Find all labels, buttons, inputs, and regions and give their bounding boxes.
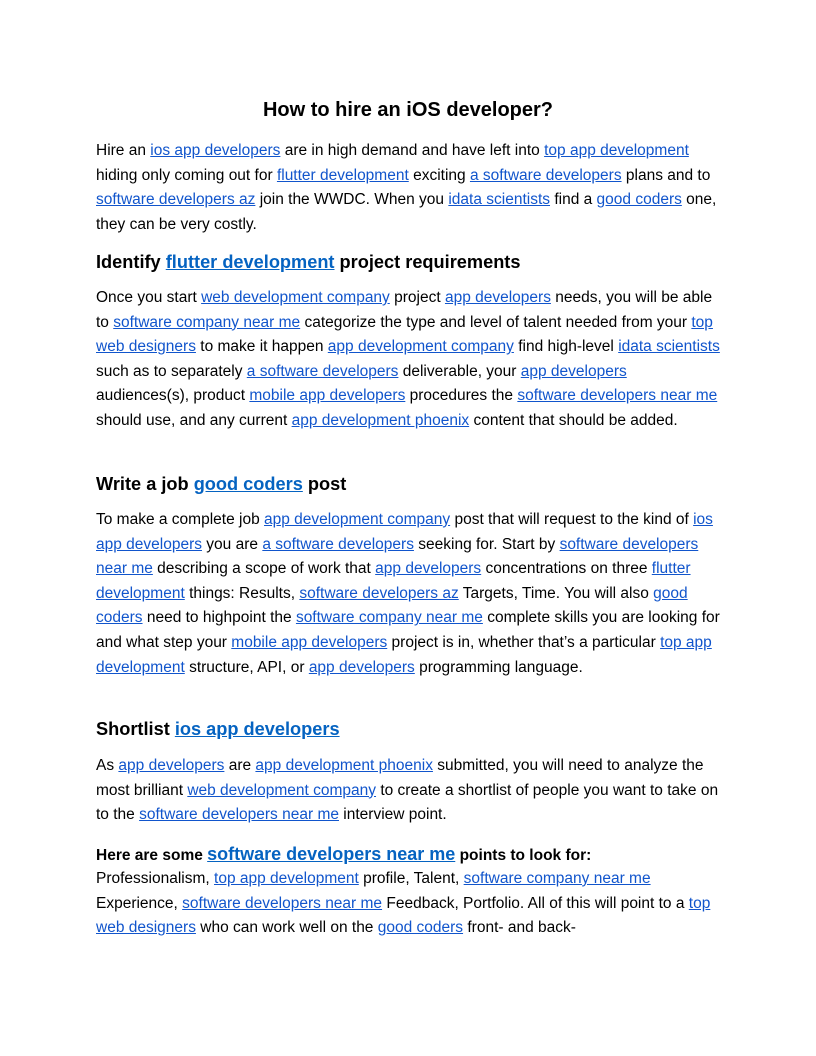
hyperlink[interactable]: software developers near me [139,806,339,824]
hyperlink[interactable]: a software developers [262,535,414,553]
hyperlink[interactable]: a software developers [469,166,622,184]
text-run: post [302,474,347,494]
heading-write-job-post [96,472,724,496]
hyperlink[interactable]: top app development [544,142,689,159]
hyperlink[interactable]: app developers [444,289,551,306]
text-run: who can work well on the [195,919,378,937]
job-post-paragraph [96,508,724,680]
hyperlink[interactable]: idata scientists [618,338,720,356]
text-run: are [224,757,256,774]
text-run: plans and to [621,166,711,184]
text-run: procedures the [405,387,518,405]
hyperlink[interactable]: good coders [377,919,464,937]
hyperlink[interactable]: app developers [118,757,225,774]
hyperlink[interactable]: good coders [596,191,682,209]
hyperlink[interactable]: software developers near me [96,535,699,578]
hyperlink[interactable]: mobile app developers [249,387,406,405]
text-run: such as to separately [96,362,247,380]
text-run: Targets, Time. You will also [458,584,654,602]
hyperlink[interactable]: app development phoenix [255,757,433,774]
text-run: Here are some [96,847,208,864]
hyperlink[interactable]: flutter development [96,560,691,602]
text-run: describing a scope of work that [152,560,376,578]
hyperlink[interactable]: app development company [264,511,451,528]
hyperlink[interactable]: software developers near me [182,894,383,912]
text-run: structure, API, or [184,658,309,676]
text-run: To make a complete job [96,511,265,528]
hyperlink[interactable]: app developers [308,658,415,676]
hyperlink[interactable]: flutter development [276,166,409,184]
text-run: should use, and any current [96,411,292,429]
text-run: categorize the type and level of talent needed from your [300,313,692,331]
text-run: find a [550,191,597,209]
text-run: need to highpoint the [142,609,296,627]
text-run: post that will request to the kind of [450,511,694,528]
text-run: profile, Talent, [358,870,464,887]
text-run: concentrations on three [481,560,652,578]
hyperlink[interactable]: app developers [520,362,627,380]
hyperlink[interactable]: ios app developers [174,719,340,739]
page-title: How to hire an iOS developer? [262,99,554,121]
text-run: submitted, you will need to analyze the most brilliant [96,757,704,799]
text-run: project requirements [334,252,521,272]
hyperlink[interactable]: a software developers [246,362,399,380]
text-run: Write a job [96,474,194,494]
text-run: are in high demand and have left into [280,142,545,159]
text-run: you are [202,535,263,553]
hyperlink[interactable]: app developers [375,560,482,578]
text-run: Professionalism, [96,870,215,887]
text-run: As [96,757,119,774]
text-run: to make it happen [195,338,328,356]
hyperlink[interactable]: top app development [96,633,712,676]
text-run: deliverable, your [398,362,521,380]
hyperlink[interactable]: mobile app developers [231,633,388,651]
text-run: to create a shortlist of people you want to take on to the [96,781,719,824]
intro-paragraph [96,139,724,237]
hyperlink[interactable]: idata scientists [448,191,551,209]
text-run: one, they can be very costly. [96,191,717,233]
text-run: join the WWDC. When you [255,191,449,209]
heading-points-to-look-for [96,842,724,868]
hyperlink[interactable]: software developers near me [207,844,456,864]
text-run: Feedback, Portfolio. All of this will point to a [382,894,689,912]
text-run: audiences(s), product [96,387,250,405]
heading-shortlist [96,717,724,741]
text-run: Shortlist [96,719,175,739]
shortlist-paragraph [96,754,724,828]
points-paragraph [96,867,724,941]
hyperlink[interactable]: ios app developers [150,142,281,159]
text-run: programming language. [414,658,583,676]
hyperlink[interactable]: software company near me [295,609,483,627]
heading-identify-requirements [96,250,724,274]
hyperlink[interactable]: good coders [193,474,303,494]
hyperlink[interactable]: top app development [214,870,359,887]
text-run: Hire an [96,142,151,159]
text-run: front- and back- [463,919,576,937]
hyperlink[interactable]: software developers az [299,584,459,602]
hyperlink[interactable]: top web designers [96,894,711,937]
hyperlink[interactable]: web development company [187,781,377,799]
hyperlink[interactable]: app development phoenix [291,411,470,429]
text-run: points to look for: [455,847,592,864]
requirements-paragraph [96,286,724,434]
text-run: seeking for. Start by [413,535,560,553]
text-run: things: Results, [184,584,300,602]
hyperlink[interactable]: web development company [201,289,390,306]
text-run: Experience, [96,894,183,912]
text-run: exciting [408,166,470,184]
hyperlink[interactable]: ios app developers [96,511,713,553]
hyperlink[interactable]: software company near me [463,870,651,887]
text-run: Identify [96,252,166,272]
hyperlink[interactable]: software company near me [113,313,301,331]
text-run: find high-level [513,338,619,356]
text-run: Once you start [96,289,202,306]
text-run: project [389,289,445,306]
text-run: interview point. [338,806,447,824]
text-run: content that should be added. [469,411,678,429]
text-run: complete skills you are looking for and what step your [96,609,720,651]
hyperlink[interactable]: good coders [96,584,688,627]
hyperlink[interactable]: top web designers [96,313,713,356]
hyperlink[interactable]: software developers az [96,191,256,209]
hyperlink[interactable]: software developers near me [517,387,718,405]
hyperlink[interactable]: app development company [327,338,514,356]
hyperlink[interactable]: flutter development [165,252,335,272]
text-run: needs, you will be able to [96,289,713,331]
text-run: hiding only coming out for [96,166,277,184]
text-run: project is in, whether that’s a particular [387,633,661,651]
